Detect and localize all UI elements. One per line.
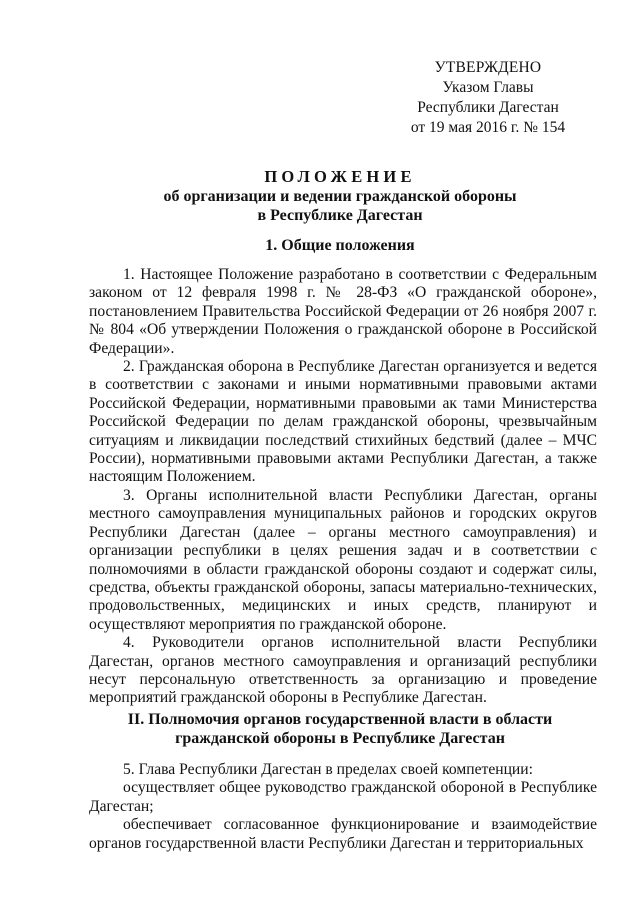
paragraph-3: 3. Органы исполнительной власти Республики Дагестан, органы местного самоуправления муниципальных районов и городских округов Республики Дагестан (далее – органы местного самоуправления) и организации республики в целях решения задач и в соответствии с полномочиями в области гражданской обороны создают и содержат силы, средства, объекты гражданской обороны, запасы материально-технических, продовольственных, медицинских и иных средств, планируют и осуществляют мероприятия по гражданской обороне. <box>89 486 597 633</box>
approval-heading: УТВЕРЖДЕНО <box>434 59 542 76</box>
section2-heading <box>80 710 600 748</box>
paragraph-5-item-2: обеспечивает согласованное функционирование и взаимодействие органов государственной власти Республики Дагестан и территориальных <box>89 816 597 852</box>
paragraph-4: 4. Руководители органов исполнительной власти Республики Дагестан, органов местного самоуправления и организаций республики несут персональную ответственность за организацию и проведение мероприятий гражданской обороны в Республике Дагестан. <box>89 634 597 707</box>
paragraph-5-item-1: осуществляет общее руководство гражданской обороной в Республике Дагестан; <box>89 779 597 815</box>
approval-stamp <box>388 58 588 138</box>
section2-body <box>89 761 597 853</box>
title-subtitle-line1: об организации и ведении гражданской обороны <box>163 188 517 205</box>
section1-body <box>89 266 597 708</box>
approval-authority: Указом Главы <box>442 79 534 96</box>
section1-heading: 1. Общие положения <box>265 237 415 254</box>
title-main: ПОЛОЖЕНИЕ <box>264 167 416 186</box>
title-subtitle-line2: в Республике Дагестан <box>257 207 423 224</box>
approval-date: от 19 мая 2016 г. № 154 <box>410 119 566 136</box>
paragraph-1: 1. Настоящее Положение разработано в соответствии с Федеральным законом от 12 февраля 1998 г. № 28-ФЗ «О гражданской обороне», постановлением Правительства Российской Федерации от 26 ноября 2007 г. № 804 «Об утверждении Положения о гражданской обороне в Российской Федерации». <box>89 266 597 357</box>
paragraph-2: 2. Гражданская оборона в Республике Дагестан организуется и ведется в соответствии с законами и иными нормативными правовыми актами Российской Федерации, нормативными правовыми ак тами Министерства Российской Федерации по делам гражданской обороны, чрезвычайным ситуациям и ликвидации последствий стихийных бедствий (далее – МЧС России), нормативными правовыми актами Республики Дагестан, а также настоящим Положением. <box>89 358 597 486</box>
section2-heading-line1: II. Полномочия органов государственной власти в области <box>127 711 553 728</box>
approval-region: Республики Дагестан <box>417 99 559 116</box>
document-title <box>80 167 600 225</box>
section2-heading-line2: гражданской обороны в Республике Дагестан <box>175 730 505 747</box>
paragraph-5: 5. Глава Республики Дагестан в пределах своей компетенции: <box>123 761 533 778</box>
